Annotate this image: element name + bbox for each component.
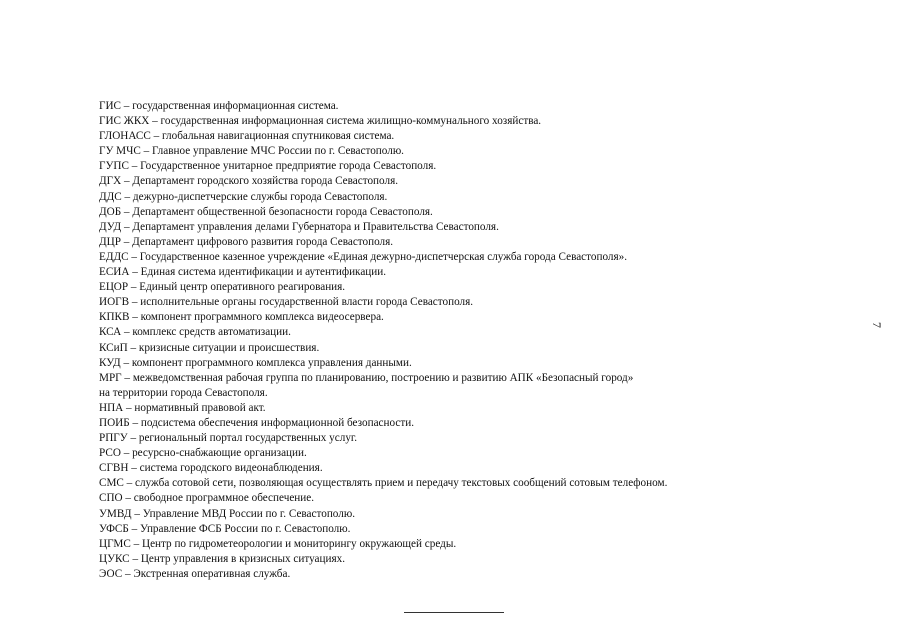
abbreviation-line: ЕЦОР – Единый центр оперативного реагирования. (99, 281, 346, 294)
abbreviation-line: КУД – компонент программного комплекса управления данными. (99, 356, 412, 369)
abbreviation-line: ЕДДС – Государственное казенное учреждение «Единая дежурно-диспетчерская служба города Севастополя». (99, 250, 628, 263)
abbreviation-line: УМВД – Управление МВД России по г. Севастополю. (99, 507, 355, 520)
abbreviation-line: ГУ МЧС – Главное управление МЧС России по г. Севастополю. (99, 145, 404, 158)
abbreviation-line: СГВН – система городского видеонаблюдения. (99, 462, 323, 475)
abbreviation-line: ГИС ЖКХ – государственная информационная система жилищно-коммунального хозяйства. (99, 115, 542, 128)
abbreviation-line: ДДС – дежурно-диспетчерские службы города Севастополя. (99, 190, 388, 203)
abbreviation-line: ЭОС – Экстренная оперативная служба. (99, 567, 291, 580)
abbreviation-line: ЦУКС – Центр управления в кризисных ситуациях. (99, 552, 345, 565)
abbreviation-line: СПО – свободное программное обеспечение. (99, 492, 315, 505)
abbreviation-line: КПКВ – компонент программного комплекса видеосервера. (99, 311, 384, 324)
abbreviation-line: ГУПС – Государственное унитарное предприятие города Севастополя. (99, 160, 437, 173)
abbreviation-line: МРГ – межведомственная рабочая группа по планированию, построению и развитию АПК «Безопасный город» (99, 371, 634, 384)
abbreviation-line: на территории города Севастополя. (99, 386, 268, 399)
abbreviation-line: ПОИБ – подсистема обеспечения информационной безопасности. (99, 416, 415, 429)
abbreviation-line: ДЦР – Департамент цифрового развития города Севастополя. (99, 235, 394, 248)
abbreviation-line: ЦГМС – Центр по гидрометеорологии и мониторингу окружающей среды. (99, 537, 457, 550)
abbreviation-line: КСА – комплекс средств автоматизации. (99, 326, 291, 339)
abbreviation-line: ГИС – государственная информационная система. (99, 100, 339, 112)
abbreviation-line: ГЛОНАСС – глобальная навигационная спутниковая система. (99, 130, 395, 143)
abbreviation-line: УФСБ – Управление ФСБ России по г. Севастополю. (99, 522, 351, 535)
abbreviation-line: ДГХ – Департамент городского хозяйства города Севастополя. (99, 175, 399, 188)
abbreviation-line: ДУД – Департамент управления делами Губернатора и Правительства Севастополя. (99, 220, 499, 233)
abbreviation-line: НПА – нормативный правовой акт. (99, 401, 266, 414)
abbreviation-line: РПГУ – региональный портал государственных услуг. (99, 432, 358, 445)
abbreviation-line: РСО – ресурсно-снабжающие организации. (99, 447, 307, 460)
page-number: 7 (870, 322, 884, 328)
abbreviation-line: ЕСИА – Единая система идентификации и аутентификации. (99, 266, 387, 279)
abbreviation-line: СМС – служба сотовой сети, позволяющая осуществлять прием и передачу текстовых сообщений сотовым телефоном. (99, 477, 668, 490)
abbreviation-line: ДОБ – Департамент общественной безопасности города Севастополя. (99, 205, 433, 218)
abbreviation-line: ИОГВ – исполнительные органы государственной власти города Севастополя. (99, 296, 474, 309)
footer-divider (404, 612, 504, 613)
abbreviation-list (99, 99, 859, 582)
abbreviation-line: КСиП – кризисные ситуации и происшествия. (99, 341, 320, 354)
